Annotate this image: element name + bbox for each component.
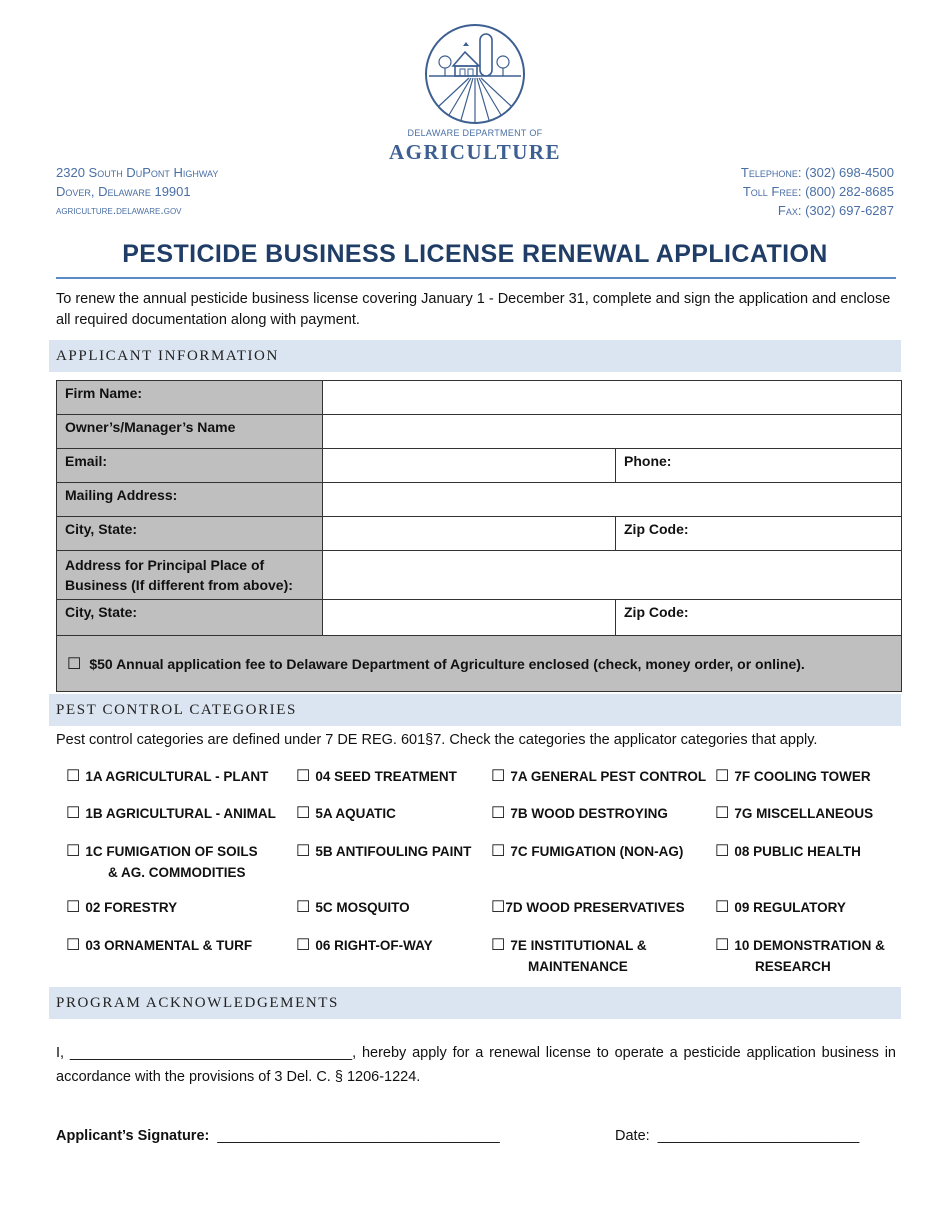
- email-label: Email:: [57, 449, 323, 483]
- category-7a[interactable]: [491, 766, 706, 787]
- checkbox-03[interactable]: ☐: [66, 937, 81, 954]
- telephone: Telephone: (302) 698-4500: [740, 165, 894, 180]
- signature-blank[interactable]: ___________________________________: [217, 1128, 500, 1144]
- label-7g: 7G MISCELLANEOUS: [734, 806, 874, 821]
- checkbox-7d[interactable]: ☐: [491, 899, 506, 916]
- label-7c: 7C FUMIGATION (NON-AG): [510, 844, 684, 859]
- label-7e-line2: MAINTENANCE: [528, 959, 628, 974]
- fee-checkbox[interactable]: ☐: [67, 655, 82, 673]
- firm-name-field[interactable]: [323, 381, 902, 415]
- label-1c-line2: & AG. COMMODITIES: [108, 865, 246, 880]
- principal-address-label: [57, 551, 323, 600]
- category-5c[interactable]: [296, 897, 410, 918]
- category-1c[interactable]: [66, 841, 258, 883]
- checkbox-1a[interactable]: ☐: [66, 768, 81, 785]
- city-state-field[interactable]: [323, 517, 616, 551]
- label-02: 02 FORESTRY: [85, 900, 178, 915]
- department-seal-icon: [423, 22, 527, 126]
- checkbox-5a[interactable]: ☐: [296, 805, 311, 822]
- principal-address-label-line1: Address for Principal Place of: [65, 557, 265, 573]
- city-state-label: City, State:: [57, 517, 323, 551]
- zip-field[interactable]: [616, 517, 902, 551]
- label-1a: 1A AGRICULTURAL - PLANT: [85, 769, 269, 784]
- checkbox-1c[interactable]: ☐: [66, 843, 81, 860]
- label-5c: 5C MOSQUITO: [315, 900, 410, 915]
- owner-name-field[interactable]: [323, 415, 902, 449]
- label-5b: 5B ANTIFOULING PAINT: [315, 844, 472, 859]
- checkbox-5b[interactable]: ☐: [296, 843, 311, 860]
- label-10-line1: 10 DEMONSTRATION &: [734, 938, 885, 953]
- label-1c-line1: 1C FUMIGATION OF SOILS: [85, 844, 258, 859]
- label-7d: 7D WOOD PRESERVATIVES: [505, 900, 685, 915]
- acknowledgement-statement: I, ___________________________________, hereby apply for a renewal license to operate a pesticide application business in accordance with the provisions of 3 Del. C. § 1206-1224.: [56, 1045, 896, 1085]
- label-1b: 1B AGRICULTURAL - ANIMAL: [85, 806, 276, 821]
- department-contact: [741, 163, 894, 220]
- intro-paragraph: To renew the annual pesticide business license covering January 1 - December 31, complete and sign the application and enclose all required documentation along with payment.: [56, 291, 891, 328]
- checkbox-7a[interactable]: ☐: [491, 768, 506, 785]
- date-label: Date:: [615, 1128, 650, 1144]
- date-line[interactable]: [615, 1128, 859, 1144]
- address-street: 2320 South DuPont Highway: [56, 165, 219, 180]
- city-state-2-label: City, State:: [57, 600, 323, 636]
- checkbox-5c[interactable]: ☐: [296, 899, 311, 916]
- category-04[interactable]: [296, 766, 457, 787]
- label-7e-line1: 7E INSTITUTIONAL &: [510, 938, 647, 953]
- checkbox-04[interactable]: ☐: [296, 768, 311, 785]
- address-city: Dover, Delaware 19901: [56, 184, 191, 199]
- category-7d[interactable]: [491, 897, 685, 918]
- label-7f: 7F COOLING TOWER: [734, 769, 871, 784]
- mailing-address-label: Mailing Address:: [57, 483, 323, 517]
- zip-2-label: Zip Code:: [624, 604, 689, 620]
- fee-row: [57, 636, 902, 692]
- category-5b[interactable]: [296, 841, 471, 862]
- category-5a[interactable]: [296, 803, 396, 824]
- category-10[interactable]: [715, 935, 885, 977]
- date-blank[interactable]: _________________________: [657, 1128, 860, 1144]
- department-name: AGRICULTURE: [388, 140, 562, 164]
- fax: Fax: (302) 697-6287: [777, 203, 894, 218]
- owner-name-label: Owner’s/Manager’s Name: [57, 415, 323, 449]
- checkbox-08[interactable]: ☐: [715, 843, 730, 860]
- label-7b: 7B WOOD DESTROYING: [510, 806, 668, 821]
- zip-label: Zip Code:: [624, 521, 689, 537]
- checkbox-09[interactable]: ☐: [715, 899, 730, 916]
- checkbox-10[interactable]: ☐: [715, 937, 730, 954]
- label-7a: 7A GENERAL PEST CONTROL: [510, 769, 707, 784]
- title-divider: [56, 277, 896, 279]
- categories-intro: Pest control categories are defined under 7 DE REG. 601§7. Check the categories the applicator categories that apply.: [56, 732, 818, 748]
- signature-label: Applicant’s Signature:: [56, 1128, 210, 1144]
- category-09[interactable]: [715, 897, 846, 918]
- category-1a[interactable]: [66, 766, 268, 787]
- label-03: 03 ORNAMENTAL & TURF: [85, 938, 253, 953]
- checkbox-1b[interactable]: ☐: [66, 805, 81, 822]
- principal-address-field[interactable]: [323, 551, 902, 600]
- checkbox-7c[interactable]: ☐: [491, 843, 506, 860]
- checkbox-02[interactable]: ☐: [66, 899, 81, 916]
- checkbox-7f[interactable]: ☐: [715, 768, 730, 785]
- signature-line[interactable]: [56, 1128, 500, 1144]
- category-08[interactable]: [715, 841, 861, 862]
- label-08: 08 PUBLIC HEALTH: [734, 844, 861, 859]
- city-state-2-field[interactable]: [323, 600, 616, 636]
- principal-address-label-line2: Business (If different from above):: [65, 577, 293, 593]
- label-04: 04 SEED TREATMENT: [315, 769, 457, 784]
- section-applicant-information: APPLICANT INFORMATION: [49, 340, 901, 372]
- category-03[interactable]: [66, 935, 252, 956]
- category-7e[interactable]: [491, 935, 647, 977]
- phone-label: Phone:: [624, 453, 672, 469]
- firm-name-label: Firm Name:: [57, 381, 323, 415]
- category-06[interactable]: [296, 935, 433, 956]
- category-7g[interactable]: [715, 803, 873, 824]
- page-title: PESTICIDE BUSINESS LICENSE RENEWAL APPLICATION: [122, 240, 828, 268]
- label-10-line2: RESEARCH: [755, 959, 831, 974]
- label-5a: 5A AQUATIC: [315, 806, 396, 821]
- category-7f[interactable]: [715, 766, 871, 787]
- category-7c[interactable]: [491, 841, 683, 862]
- label-09: 09 REGULATORY: [734, 900, 846, 915]
- department-name-small: DELAWARE DEPARTMENT OF: [407, 128, 543, 138]
- website-link[interactable]: agriculture.delaware.gov: [56, 203, 182, 217]
- label-06: 06 RIGHT-OF-WAY: [315, 938, 433, 953]
- category-02[interactable]: [66, 897, 177, 918]
- email-field[interactable]: [323, 449, 616, 483]
- mailing-address-field[interactable]: [323, 483, 902, 517]
- checkbox-7e[interactable]: ☐: [491, 937, 506, 954]
- department-address: [56, 163, 218, 220]
- category-7b[interactable]: [491, 803, 668, 824]
- category-1b[interactable]: [66, 803, 276, 824]
- applicant-table: [56, 380, 902, 692]
- toll-free: Toll Free: (800) 282-8685: [742, 184, 894, 199]
- zip-2-field[interactable]: [616, 600, 902, 636]
- section-pest-control-categories: PEST CONTROL CATEGORIES: [49, 694, 901, 726]
- fee-label: $50 Annual application fee to Delaware Department of Agriculture enclosed (check, money order, or online).: [89, 655, 805, 672]
- phone-field[interactable]: [616, 449, 902, 483]
- checkbox-06[interactable]: ☐: [296, 937, 311, 954]
- checkbox-7b[interactable]: ☐: [491, 805, 506, 822]
- section-program-acknowledgements: PROGRAM ACKNOWLEDGEMENTS: [49, 987, 901, 1019]
- checkbox-7g[interactable]: ☐: [715, 805, 730, 822]
